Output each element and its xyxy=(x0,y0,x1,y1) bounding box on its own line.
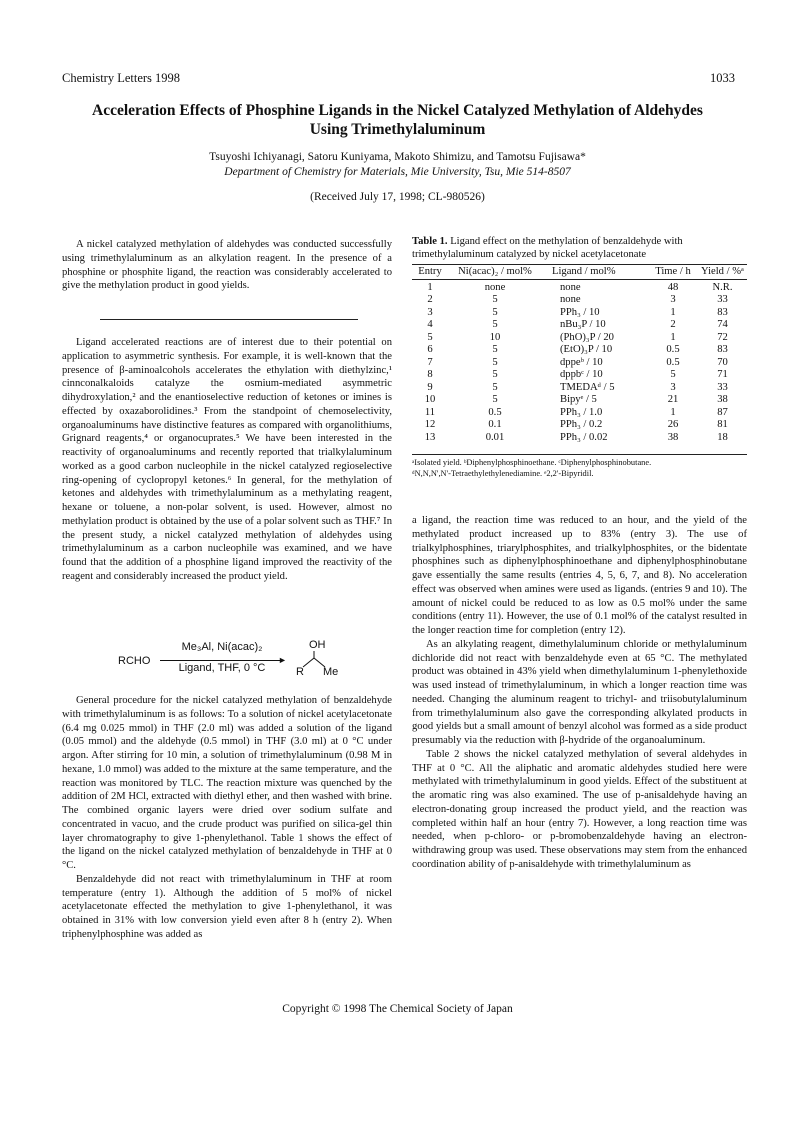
table1-footnotes xyxy=(412,457,752,479)
table-row xyxy=(412,394,747,407)
table-cell: 5 xyxy=(492,319,498,330)
table-cell: 5 xyxy=(492,344,498,355)
table-cell: 3 xyxy=(427,306,433,318)
intro-paragraph: Ligand accelerated reactions are of interest due to their potential on application to asymmetric synthesis. For example, it is well-known that the presence of β-aminoalcohols accelerates the ethylation with diethylzinc,¹ cinnconalkaloids catalyze the osmium-mediated asymmetric dihydroxylation,² and the enantioselective reduction of ketones or imines is effected by oxazaborolidines.³ From the standpoint of chemoselectivity, organoaluminums have distinctive features as compared with organolithiums, Grignard reagents,⁴ or organocuprates.⁵ We have been interested in the reactivity of organoaluminums and recently reported that trialkylaluminum worked as a good carbon nucleophile in the nickel catalyzed regioselective ring-opening of cyclopropyl ketones.⁶ In general, for the methylation of ketones and aldehydes with trimethylaluminum as a methylating reagent, hexane or toluene, a non-polar solvent, is used. However, almost no methylation product is obtained by the use of a polar solvent such as THF.⁷ In the present study, a nickel catalyzed methylation of aldehydes using trimethylaluminum as a carbon nucleophile was examined, and we have found that the addition of a phosphine ligand improved the reactivity of the reagent and considerably increased the product yield. xyxy=(62,337,392,582)
table-cell: 10 xyxy=(489,331,501,343)
table-cell: 0.1 xyxy=(488,419,502,430)
table1-top-rule xyxy=(412,264,747,265)
scheme-reagents-top: Me₃Al, Ni(acac)₂ xyxy=(181,641,263,653)
table-cell: PPh₃ / 10 xyxy=(560,306,600,318)
alkylating-reagent-paragraph: As an alkylating reagent, dimethylaluminum chloride or methylaluminum dichloride did not react with benzaldehyde even at 65 °C. The methylated product was obtained in 43% yield when dimethylaluminum 1-phenylethoxide was used instead of trimethylaluminum, in which a longer reaction time was needed. Changing the aluminum reagent to trichyl- and triisobutylaluminum from trimethylaluminum also gave the corresponding alkylated products in good yields but a small amount of benzyl alcohol was formed as a side product presumably via the reduction with β-hydride of the organoaluminum. xyxy=(412,638,747,746)
table-row xyxy=(412,419,747,432)
table-cell: 21 xyxy=(667,394,679,405)
table-cell: 5 xyxy=(427,331,433,343)
table-row xyxy=(412,294,747,307)
table-cell: 13 xyxy=(424,431,436,443)
table1-caption-text: Ligand effect on the methylation of benzaldehyde with trimethylaluminum catalyzed by nickel acetylacetonate xyxy=(412,236,683,260)
table-row xyxy=(412,432,747,445)
table1-header-cell: Time / h xyxy=(655,266,691,277)
table-cell: 7 xyxy=(427,356,433,368)
table-cell: 6 xyxy=(427,344,433,355)
table1-header-cell: Entry xyxy=(418,266,442,277)
table1-footnote-2: ᵈN,N,N',N'-Tetraethylethylenediamine. ᵉ2,2'-Bipyridil. xyxy=(412,469,594,478)
table-cell: 8 xyxy=(427,369,433,380)
table-cell: 4 xyxy=(427,319,433,330)
scheme-reagents-bottom: Ligand, THF, 0 °C xyxy=(178,662,266,674)
table-cell: 5 xyxy=(492,394,498,405)
table-cell: 81 xyxy=(717,419,728,430)
table1 xyxy=(412,266,747,444)
table-row xyxy=(412,307,747,320)
table-cell: 12 xyxy=(424,419,436,430)
table-cell: 2 xyxy=(427,294,433,305)
table-cell: 11 xyxy=(424,406,436,418)
table-cell: 83 xyxy=(717,344,728,355)
received-date: (Received July 17, 1998; CL-980526) xyxy=(310,191,485,203)
table-cell: 0.5 xyxy=(488,406,502,418)
arrow-head-icon: ► xyxy=(278,655,287,665)
table1-label: Table 1. xyxy=(412,236,448,247)
table-cell: 33 xyxy=(717,381,728,393)
table-row xyxy=(412,382,747,395)
table-cell: 5 xyxy=(492,356,498,368)
title-line-2: Using Trimethylaluminum xyxy=(309,121,486,138)
reaction-scheme xyxy=(118,639,358,678)
table-cell: TMEDAᵈ / 5 xyxy=(560,381,615,393)
table-row xyxy=(412,407,747,420)
copyright-footer: Copyright © 1998 The Chemical Society of Japan xyxy=(282,1003,513,1015)
table1-header-cell: Ni(acac)₂ / mol% xyxy=(458,266,532,277)
table-cell: 5 xyxy=(492,306,498,318)
table-cell: 5 xyxy=(670,369,676,380)
table-cell: 18 xyxy=(717,431,728,443)
table-cell: Bipyᵉ / 5 xyxy=(560,394,597,405)
table-cell: 1 xyxy=(670,306,676,318)
scheme-oh: OH xyxy=(309,639,326,651)
left-column-body-2 xyxy=(62,694,392,942)
authors: Tsuyoshi Ichiyanagi, Satoru Kuniyama, Makoto Shimizu, and Tamotsu Fujisawa* xyxy=(209,151,586,163)
abstract xyxy=(62,238,392,293)
table-cell: 0.5 xyxy=(666,356,680,368)
table-cell: none xyxy=(560,281,581,293)
table-cell: 26 xyxy=(667,419,679,430)
table-cell: (EtO)₃P / 10 xyxy=(560,344,613,355)
table1-footnote-1: ᵃIsolated yield. ᵇDiphenylphosphinoethane. ᶜDiphenylphosphinobutane. xyxy=(412,458,652,467)
abstract-divider xyxy=(100,319,358,320)
table-cell: 3 xyxy=(670,381,676,393)
scheme-me: Me xyxy=(323,666,339,678)
ligand-discussion-paragraph: a ligand, the reaction time was reduced to an hour, and the yield of the methylated product increased up to 83% (entry 3). The use of trialkylphosphines, triarylphosphites, and trialkylphosphites, or the bidentate phosphines such as diphenylphosphinoethane and diphenylphosphinobutane gave essentially the same results (entries 4, 5, 6, 7, and 8). No acceleration effect was observed when amines were used as ligands. (entries 9 and 10). The amount of nickel could be reduced to as low as 0.5 mol% under the same conditions (entry 11). However, the use of 0.1 mol% of the catalyst resulted in the longer reaction time for completion (entry 12). xyxy=(412,515,747,636)
table-row xyxy=(412,344,747,357)
table-cell: none xyxy=(560,294,581,305)
table-cell: dppbᶜ / 10 xyxy=(560,369,603,380)
left-column-body-1 xyxy=(62,336,392,584)
table-cell: 1 xyxy=(670,406,676,418)
table-cell: 0.5 xyxy=(666,344,680,355)
journal-name: Chemistry Letters 1998 xyxy=(62,71,181,85)
procedure-paragraph: General procedure for the nickel catalyzed methylation of benzaldehyde with trimethylaluminum is as follows: To a solution of nickel acetylacetonate (6.4 mg 0.025 mmol) in THF (2.0 ml) was added a solution of the ligand (0.05 mmol) and the aldehyde (0.5 mmol) in THF (3.0 ml) at 0 °C under argon. After stirring for 10 min, a solution of trimethylaluminum (0.98 M in hexane, 1.0 mmol) was added to the mixture at the same temperature, and the reaction was monitored by TLC. The reaction mixture was quenched by the addition of 2M HCl, extracted with diethyl ether, and then washed with brine. The combined organic layers were dried over sodium sulfate and concentrated in vacuo, and the crude product was purified on silica-gel thin layer chromatography to give 1-phenylethanol. Table 1 shows the effect of the ligand on the nickel catalyzed methylation of benzaldehyde in THF at 0 °C. xyxy=(62,695,392,871)
table-row xyxy=(412,282,747,295)
abstract-text: A nickel catalyzed methylation of aldehydes was conducted successfully using trimethylaluminum as an alkylation reagent. In the presence of a phosphine or phosphite ligand, the reaction was considerably accelerated to give the methylation product in good yields. xyxy=(62,239,392,292)
table-cell: 9 xyxy=(427,381,433,393)
table-row xyxy=(412,357,747,370)
scheme-r: R xyxy=(296,666,304,678)
table1-caption xyxy=(412,235,747,261)
table1-header-cell: Yield / %ᵃ xyxy=(701,266,744,277)
table-cell: N.R. xyxy=(712,281,733,293)
table-cell: dppeᵇ / 10 xyxy=(560,356,603,368)
table-row xyxy=(412,319,747,332)
page-number: 1033 xyxy=(710,71,735,85)
table-cell: 48 xyxy=(667,281,679,293)
table-cell: 71 xyxy=(717,369,728,380)
table-cell: 38 xyxy=(667,431,679,443)
table-cell: PPh₃ / 1.0 xyxy=(560,406,603,418)
table-cell: 5 xyxy=(492,381,498,393)
table-row xyxy=(412,332,747,345)
table-cell: PPh₃ / 0.2 xyxy=(560,419,603,430)
right-column-body xyxy=(412,514,747,872)
table-cell: 0.01 xyxy=(485,431,505,443)
scheme-arrow xyxy=(160,660,284,661)
table-cell: 87 xyxy=(717,406,728,418)
table-cell: nBu₃P / 10 xyxy=(560,319,606,330)
affiliation: Department of Chemistry for Materials, Mie University, Tsu, Mie 514-8507 xyxy=(224,166,571,178)
table-cell: 3 xyxy=(670,294,676,305)
table-cell: 1 xyxy=(670,331,676,343)
table-cell: (PhO)₃P / 20 xyxy=(560,331,614,343)
results-paragraph: Benzaldehyde did not react with trimethylaluminum in THF at room temperature (entry 1). Although the addition of 5 mol% of nickel acetylacetonate effected the methylation to give 1-phenylethanol, it was obtained in 31% with low conversion yield even after 8 h (entry 2). When triphenylphosphine was added as xyxy=(62,873,392,940)
table-cell: 10 xyxy=(424,394,436,405)
title-line-1: Acceleration Effects of Phosphine Ligands in the Nickel Catalyzed Methylation of Aldehydes xyxy=(92,102,703,119)
table-cell: none xyxy=(484,281,506,293)
table-cell: 72 xyxy=(717,331,728,343)
table-cell: 5 xyxy=(492,294,498,305)
table-row xyxy=(412,369,747,382)
table2-paragraph: Table 2 shows the nickel catalyzed methylation of several aldehydes in THF at 0 °C. All the aliphatic and aromatic aldehydes studied here were methylated with trimethylaluminum in good yields. Effect of the substituent at the aromatic ring was also examined. The use of p-anisaldehyde having an electron-donating group increased the product yield, and the reaction was completed within half an hour (entry 7). However, a long reaction time was needed, when p-chloro- or p-bromobenzaldehyde having an electron-withdrawing group was used. These observations may stem from the enhanced coordination ability of p-anisaldehyde with trimethylaluminum as xyxy=(412,748,747,870)
table-cell: 74 xyxy=(717,319,728,330)
scheme-reactant: RCHO xyxy=(118,655,151,667)
table-cell: 1 xyxy=(427,281,433,293)
table-cell: 2 xyxy=(670,319,676,330)
table-cell: 38 xyxy=(717,394,728,405)
table1-bottom-rule xyxy=(412,454,747,455)
table1-header-row xyxy=(412,266,747,279)
table-cell: 83 xyxy=(717,306,728,318)
table1-header-cell: Ligand / mol% xyxy=(552,266,616,277)
paper-title xyxy=(60,101,735,139)
table-cell: 5 xyxy=(492,369,498,380)
table-cell: 33 xyxy=(717,294,728,305)
table-cell: 70 xyxy=(717,356,728,368)
table-cell: PPh₃ / 0.02 xyxy=(560,431,608,443)
